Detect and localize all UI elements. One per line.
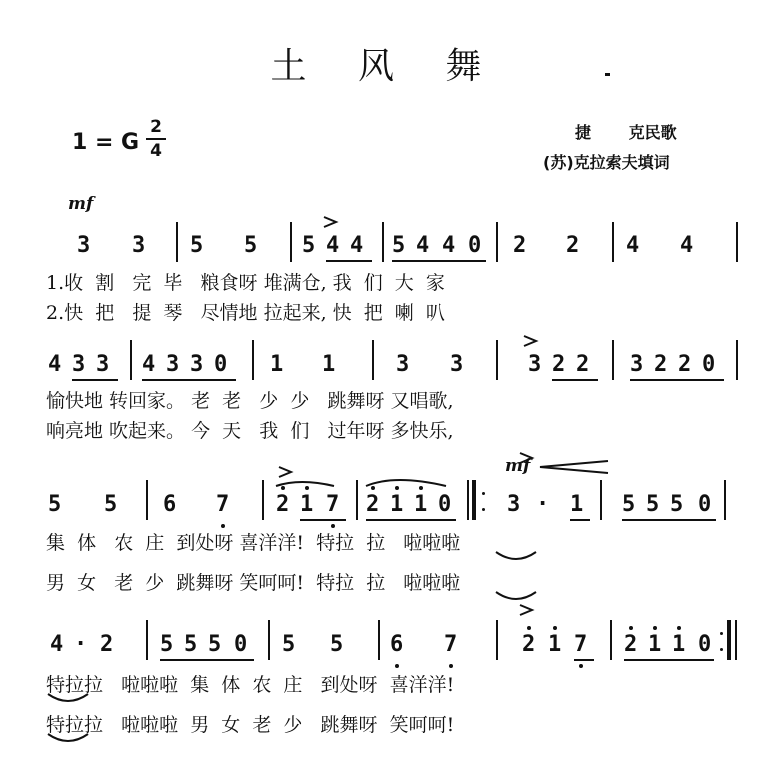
- note: 2: [366, 492, 380, 517]
- note: 7: [216, 492, 230, 517]
- octave-dot: [653, 626, 657, 630]
- note: 2: [513, 233, 527, 258]
- octave-dot: [305, 486, 309, 490]
- note: 0: [468, 233, 482, 258]
- octave-dot: [371, 486, 375, 490]
- note: 4: [680, 233, 694, 258]
- note: 6: [163, 492, 177, 517]
- lyric-verse-2: 特拉拉 啦啦啦 男 女 老 少 跳舞呀 笑呵呵!: [46, 714, 455, 736]
- note: 3: [190, 352, 204, 377]
- note: 7: [326, 492, 340, 517]
- note: 0: [698, 492, 712, 517]
- note: 3: [96, 352, 110, 377]
- note: 1: [300, 492, 314, 517]
- note: 2: [276, 492, 290, 517]
- note: 1: [414, 492, 428, 517]
- note: 3: [507, 492, 521, 517]
- note: 3: [132, 233, 146, 258]
- note: 1: [570, 492, 584, 517]
- note: 4: [48, 352, 62, 377]
- octave-dot: [527, 626, 531, 630]
- note: 3: [77, 233, 91, 258]
- note: 3: [72, 352, 86, 377]
- accent-mark: [520, 453, 532, 463]
- note: 5: [670, 492, 684, 517]
- note: 5: [104, 492, 118, 517]
- octave-dot: [281, 486, 285, 490]
- note: 1: [648, 632, 662, 657]
- octave-dot: [677, 626, 681, 630]
- slur: [496, 552, 536, 559]
- note: 5: [330, 632, 344, 657]
- lyric-verse-1: 特拉拉 啦啦啦 集 体 农 庄 到处呀 喜洋洋!: [46, 674, 455, 696]
- note: 4: [416, 233, 430, 258]
- note: 3: [396, 352, 410, 377]
- note: 4: [50, 632, 64, 657]
- note: ·: [74, 632, 88, 657]
- octave-dot: [629, 626, 633, 630]
- note: 1: [672, 632, 686, 657]
- slur: [48, 694, 88, 701]
- note: 2: [100, 632, 114, 657]
- note: 0: [438, 492, 452, 517]
- note: 2: [654, 352, 668, 377]
- meter-top: 2: [150, 117, 162, 137]
- origin-credit: 捷 克民歌: [575, 123, 677, 142]
- octave-dot: [449, 664, 453, 668]
- lyric-verse-1: 1.收 割 完 毕 粮食呀 堆满仓, 我 们 大 家: [46, 272, 445, 294]
- note: 0: [214, 352, 228, 377]
- note: 7: [444, 632, 458, 657]
- dynamic-mf-2: mf: [505, 456, 531, 476]
- song-title: 土 风 舞: [270, 46, 502, 87]
- note: 1: [390, 492, 404, 517]
- note: 5: [160, 632, 174, 657]
- note: 5: [190, 233, 204, 258]
- note: 5: [282, 632, 296, 657]
- slur: [48, 734, 88, 741]
- note: 3: [166, 352, 180, 377]
- note: 1: [322, 352, 336, 377]
- crescendo-hairpin: [540, 461, 608, 473]
- accent-mark: [324, 217, 336, 227]
- lyric-verse-2: 响亮地 吹起来。 今 天 我 们 过年呀 多快乐,: [46, 420, 454, 442]
- note: 2: [576, 352, 590, 377]
- slur: [496, 592, 536, 599]
- note: 6: [390, 632, 404, 657]
- note: 3: [528, 352, 542, 377]
- note: 5: [48, 492, 62, 517]
- note: 0: [234, 632, 248, 657]
- note: 0: [702, 352, 716, 377]
- note: 4: [326, 233, 340, 258]
- meter-bottom: 4: [150, 141, 162, 161]
- tie-arc: [366, 480, 446, 486]
- octave-dot: [579, 664, 583, 668]
- note: 4: [350, 233, 364, 258]
- note: 4: [626, 233, 640, 258]
- key-signature: 1 = G: [72, 130, 140, 155]
- octave-dot: [395, 664, 399, 668]
- note: 2: [566, 233, 580, 258]
- note: 1: [270, 352, 284, 377]
- note: 2: [624, 632, 638, 657]
- lyric-verse-1: 愉快地 转回家。 老 老 少 少 跳舞呀 又唱歌,: [46, 390, 454, 412]
- lyric-verse-2: 2.快 把 提 琴 尽情地 拉起来, 快 把 喇 叭: [46, 302, 445, 324]
- octave-dot: [221, 524, 225, 528]
- note: 4: [442, 233, 456, 258]
- dynamic-mf-1: mf: [68, 194, 94, 214]
- accent-mark: [279, 467, 291, 477]
- lyric-verse-1: 集 体 农 庄 到处呀 喜洋洋! 特拉 拉 啦啦啦: [46, 532, 461, 554]
- note: 5: [392, 233, 406, 258]
- lyric-verse-2: 男 女 老 少 跳舞呀 笑呵呵! 特拉 拉 啦啦啦: [46, 572, 461, 594]
- note: 5: [244, 233, 258, 258]
- note: 5: [646, 492, 660, 517]
- accent-mark: [520, 605, 532, 615]
- accent-mark: [524, 336, 536, 346]
- note: ·: [536, 492, 550, 517]
- octave-dot: [419, 486, 423, 490]
- note: 0: [698, 632, 712, 657]
- note: 2: [552, 352, 566, 377]
- lyricist-credit: (苏)克拉索夫填词: [543, 153, 670, 172]
- note: 7: [574, 632, 588, 657]
- note: 4: [142, 352, 156, 377]
- note: 2: [522, 632, 536, 657]
- octave-dot: [553, 626, 557, 630]
- octave-dot: [395, 486, 399, 490]
- tie-arc: [276, 482, 334, 486]
- note: 5: [622, 492, 636, 517]
- note: 3: [450, 352, 464, 377]
- note: 5: [302, 233, 316, 258]
- note: 2: [678, 352, 692, 377]
- note: 1: [548, 632, 562, 657]
- note: 5: [184, 632, 198, 657]
- note: 5: [208, 632, 222, 657]
- note: 3: [630, 352, 644, 377]
- octave-dot: [331, 524, 335, 528]
